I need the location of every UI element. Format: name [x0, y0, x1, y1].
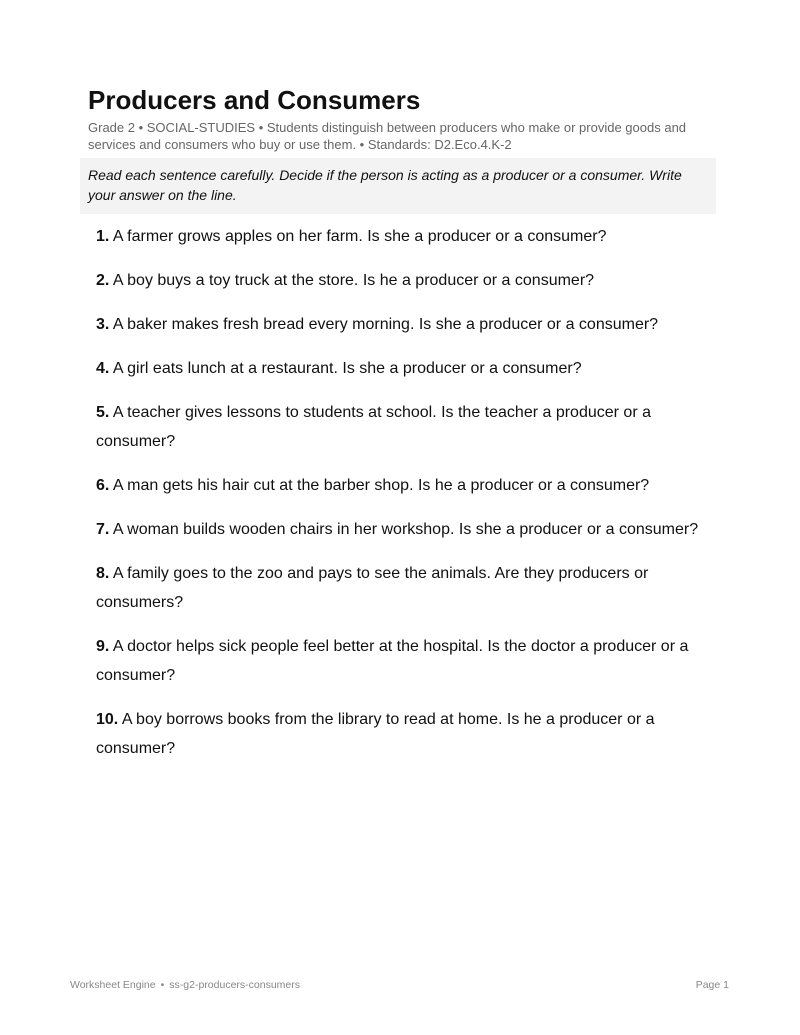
question-text: A man gets his hair cut at the barber shop. Is he a producer or a consumer? — [112, 477, 650, 494]
footer-engine: Worksheet Engine — [70, 979, 156, 991]
question-number: 4. — [96, 360, 110, 377]
question-text: A woman builds wooden chairs in her workshop. Is she a producer or a consumer? — [112, 521, 699, 538]
question-item — [96, 354, 720, 383]
question-number: 9. — [96, 638, 110, 655]
worksheet-subtitle: Grade 2 • SOCIAL-STUDIES • Students distinguish between producers who make or provide goods and services and consumers who buy or use them. • Standards: D2.Eco.4.K-2 — [88, 120, 687, 152]
question-text: A family goes to the zoo and pays to see the animals. Are they producers or consumers? — [96, 565, 649, 611]
question-item — [96, 515, 720, 544]
footer-separator: • — [160, 979, 165, 991]
question-number: 1. — [96, 228, 110, 245]
question-item — [96, 266, 720, 295]
question-item — [96, 222, 720, 251]
question-item — [96, 632, 720, 690]
question-text: A doctor helps sick people feel better at the hospital. Is the doctor a producer or a consumer? — [96, 638, 689, 684]
question-number: 7. — [96, 521, 110, 538]
question-text: A farmer grows apples on her farm. Is she a producer or a consumer? — [112, 228, 607, 245]
question-item — [96, 398, 720, 456]
question-list — [96, 222, 720, 778]
question-text: A baker makes fresh bread every morning. Is she a producer or a consumer? — [112, 316, 659, 333]
footer-source — [70, 978, 300, 992]
question-number: 10. — [96, 711, 119, 728]
question-number: 8. — [96, 565, 110, 582]
question-item — [96, 705, 720, 763]
question-text: A girl eats lunch at a restaurant. Is she a producer or a consumer? — [112, 360, 582, 377]
question-item — [96, 471, 720, 500]
question-number: 2. — [96, 272, 110, 289]
question-item — [96, 559, 720, 617]
question-text: A boy buys a toy truck at the store. Is he a producer or a consumer? — [112, 272, 595, 289]
question-number: 3. — [96, 316, 110, 333]
worksheet-title: Producers and Consumers — [88, 85, 421, 115]
question-item — [96, 310, 720, 339]
page-number: Page 1 — [695, 979, 729, 991]
footer-slug: ss-g2-producers-consumers — [169, 979, 301, 991]
question-text: A teacher gives lessons to students at school. Is the teacher a producer or a consumer? — [96, 404, 651, 450]
instructions-box: Read each sentence carefully. Decide if the person is acting as a producer or a consumer. Write your answer on the line. — [80, 158, 716, 214]
question-number: 5. — [96, 404, 110, 421]
question-text: A boy borrows books from the library to read at home. Is he a producer or a consumer? — [96, 711, 655, 757]
question-number: 6. — [96, 477, 110, 494]
